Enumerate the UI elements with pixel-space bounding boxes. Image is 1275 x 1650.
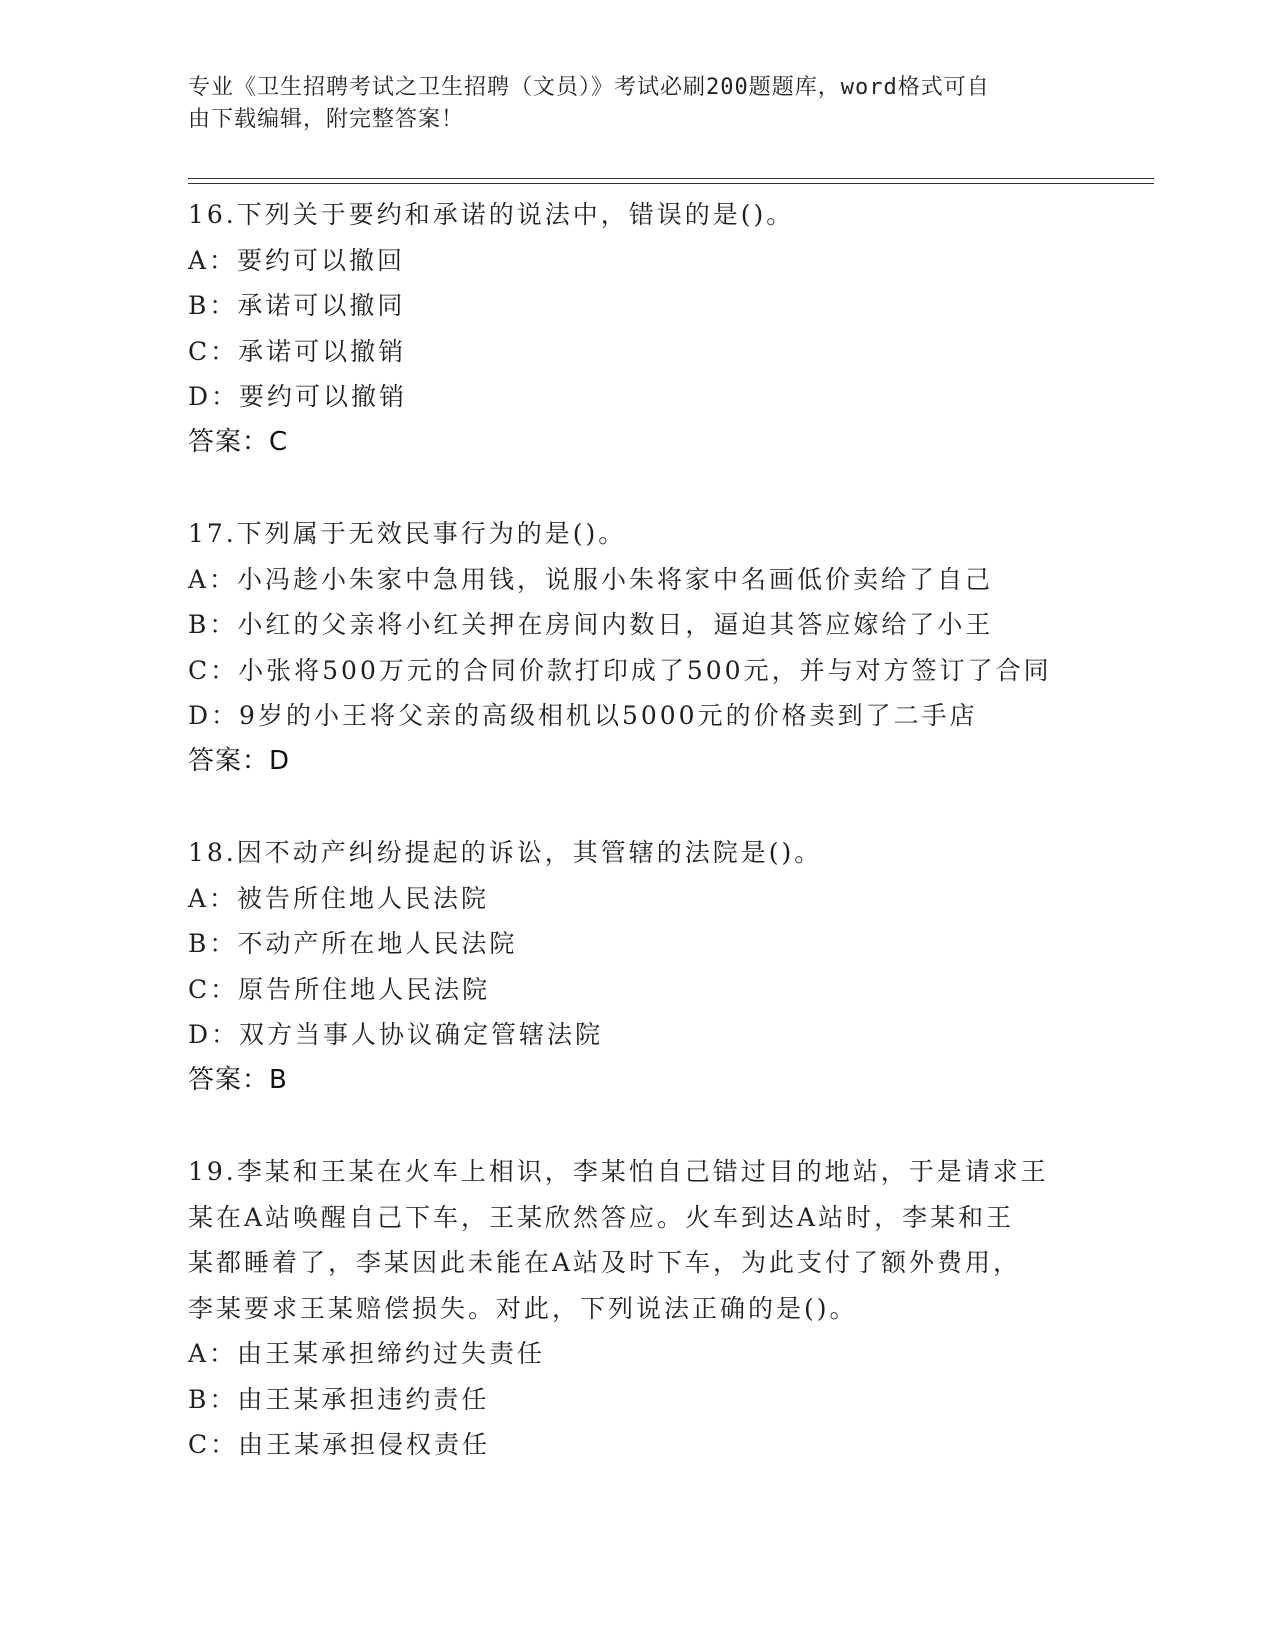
question-stem: 18.因不动产纠纷提起的诉讼，其管辖的法院是()。 bbox=[188, 838, 823, 867]
option-d: D：双方当事人协议确定管辖法院 bbox=[188, 1020, 604, 1049]
question-stem: 16.下列关于要约和承诺的说法中，错误的是()。 bbox=[188, 200, 795, 229]
option-c: C：由王某承担侵权责任 bbox=[188, 1430, 491, 1459]
answer: 答案：D bbox=[188, 745, 291, 776]
document-header bbox=[188, 72, 1068, 136]
answer: 答案：B bbox=[188, 1064, 288, 1095]
option-b: B：不动产所在地人民法院 bbox=[188, 929, 518, 958]
question-stem-line-4: 李某要求王某赔偿损失。对此，下列说法正确的是()。 bbox=[188, 1293, 858, 1323]
question-16 bbox=[188, 192, 1108, 465]
answer: 答案：C bbox=[188, 426, 289, 457]
option-b: B：由王某承担违约责任 bbox=[188, 1384, 490, 1414]
option-b: B：小红的父亲将小红关押在房间内数日，逼迫其答应嫁给了小王 bbox=[188, 610, 994, 639]
option-c: C：小张将500万元的合同价款打印成了500元，并与对方签订了合同 bbox=[188, 655, 1052, 685]
option-a: A：被告所住地人民法院 bbox=[188, 883, 490, 913]
option-c: C：承诺可以撤销 bbox=[188, 336, 407, 366]
option-d: D：要约可以撤销 bbox=[188, 382, 408, 411]
option-c: C：原告所住地人民法院 bbox=[188, 974, 491, 1004]
header-divider-top bbox=[188, 178, 1154, 179]
question-stem-line-1: 19.李某和王某在火车上相识，李某怕自己错过目的地站，于是请求王 bbox=[188, 1157, 1049, 1186]
header-divider-bottom bbox=[188, 183, 1154, 184]
option-a: A：由王某承担缔约过失责任 bbox=[188, 1339, 546, 1368]
option-a: A：要约可以撤回 bbox=[188, 245, 406, 275]
option-b: B：承诺可以撤同 bbox=[188, 291, 406, 320]
question-list bbox=[188, 192, 1108, 1468]
option-a: A：小冯趁小朱家中急用钱，说服小朱将家中名画低价卖给了自己 bbox=[188, 564, 994, 594]
header-line-2: 由下载编辑，附完整答案！ bbox=[188, 107, 465, 132]
question-stem-line-3: 某都睡着了，李某因此未能在A站及时下车，为此支付了额外费用， bbox=[188, 1248, 1022, 1277]
header-line-1: 专业《卫生招聘考试之卫生招聘（文员）》考试必刷200题题库，word格式可自 bbox=[188, 75, 990, 100]
question-stem: 17.下列属于无效民事行为的是()。 bbox=[188, 519, 627, 548]
question-stem-line-2: 某在A站唤醒自己下车，王某欣然答应。火车到达A站时，李某和王 bbox=[188, 1202, 1015, 1232]
question-18 bbox=[188, 830, 1108, 1103]
option-d: D：9岁的小王将父亲的高级相机以5000元的价格卖到了二手店 bbox=[188, 701, 978, 730]
question-19 bbox=[188, 1149, 1108, 1468]
question-17 bbox=[188, 511, 1108, 784]
